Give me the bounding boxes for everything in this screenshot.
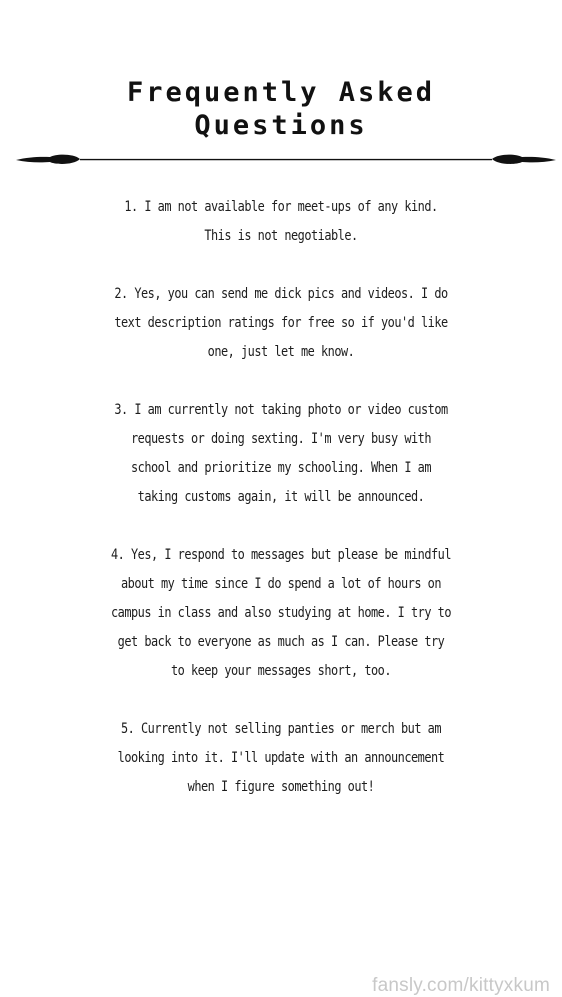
faq-item-1: 1. I am not available for meet-ups of any kind. This is not negotiable. (124, 199, 438, 244)
faq-item-3: 3. I am currently not taking photo or video custom requests or doing sexting. I'm very busy with school and prioritize my schooling. When I am taking customs again, it will be announced. (114, 402, 448, 505)
page-title (0, 76, 562, 142)
title-line-2: Questions (194, 110, 368, 141)
faq-list (108, 193, 454, 802)
ornament-left-icon (16, 155, 80, 164)
faq-item-2: 2. Yes, you can send me dick pics and videos. I do text description ratings for free so if you'd like one, just let me know. (114, 286, 448, 360)
faq-item-4: 4. Yes, I respond to messages but please be mindful about my time since I do spend a lot of hours on campus in class and also studying at home. I try to get back to everyone as much as I can. Please try to keep your messages short, too. (111, 547, 451, 679)
ornamental-divider (14, 150, 558, 170)
ornament-right-icon (492, 155, 556, 164)
watermark: fansly.com/kittyxkum (372, 975, 550, 996)
title-line-1: Frequently Asked (126, 77, 436, 108)
faq-item-5: 5. Currently not selling panties or merch but am looking into it. I'll update with an announcement when I figure something out! (117, 721, 445, 795)
